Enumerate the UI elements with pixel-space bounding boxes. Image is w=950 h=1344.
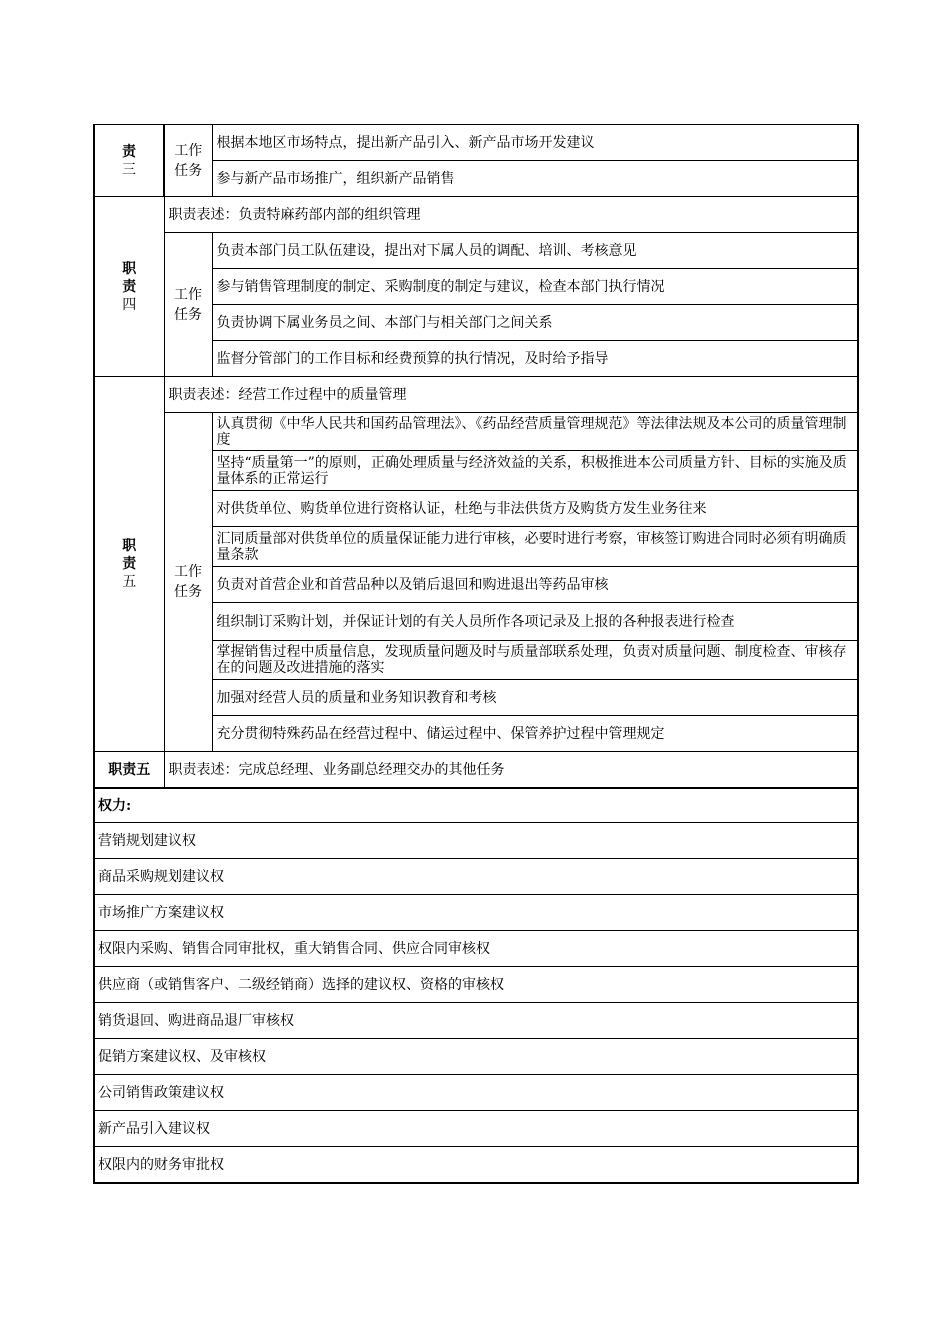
duty5b-statement: 职责表述：完成总经理、业务副总经理交办的其他任务	[164, 752, 858, 789]
duty4-label-line: 责	[122, 278, 137, 295]
power-item: 供应商（或销售客户、二级经销商）选择的建议权、资格的审核权	[94, 967, 858, 1003]
powers-heading: 权力:	[94, 788, 858, 823]
duty5b-label: 职责五	[94, 752, 164, 789]
duty3-label	[94, 125, 164, 197]
duty3-task: 根据本地区市场特点，提出新产品引入、新产品市场开发建议	[212, 125, 858, 161]
duty5-task: 组织制订采购计划，并保证计划的有关人员所作各项记录及上报的各种报表进行检查	[212, 603, 858, 641]
power-item: 权限内采购、销售合同审批权，重大销售合同、供应合同审核权	[94, 931, 858, 967]
duty5-task: 对供货单位、购货单位进行资格认证，杜绝与非法供货方及购货方发生业务往来	[212, 491, 858, 527]
power-item: 公司销售政策建议权	[94, 1075, 858, 1111]
duty4-task-label	[164, 233, 212, 377]
power-item: 新产品引入建议权	[94, 1111, 858, 1147]
duty5-task: 加强对经营人员的质量和业务知识教育和考核	[212, 680, 858, 716]
duty4-statement: 职责表述：负责特麻药部内部的组织管理	[164, 197, 858, 233]
power-item: 权限内的财务审批权	[94, 1147, 858, 1184]
duty5-task: 负责对首营企业和首营品种以及销后退回和购进退出等药品审核	[212, 567, 858, 603]
task-label-line: 任务	[174, 306, 202, 323]
task-label-line: 工作	[174, 564, 202, 580]
power-item: 营销规划建议权	[94, 823, 858, 859]
duty3-label-line: 责	[122, 143, 136, 160]
duty4-label-line: 职	[122, 260, 137, 277]
duty4-task: 负责协调下属业务员之间、本部门与相关部门之间关系	[212, 305, 858, 341]
duty4-task: 参与销售管理制度的制定、采购制度的制定与建议，检查本部门执行情况	[212, 269, 858, 305]
duty3-task-label	[164, 125, 212, 197]
duty4-task: 监督分管部门的工作目标和经费预算的执行情况，及时给予指导	[212, 341, 858, 377]
power-item: 销货退回、购进商品退厂审核权	[94, 1003, 858, 1039]
task-label-line: 任务	[174, 162, 203, 179]
power-item: 促销方案建议权、及审核权	[94, 1039, 858, 1075]
duty4-label-line: 四	[122, 296, 137, 313]
duty3-task: 参与新产品市场推广，组织新产品销售	[212, 161, 858, 197]
power-item: 商品采购规划建议权	[94, 859, 858, 895]
duty-table	[93, 124, 859, 1184]
duty5-statement: 职责表述：经营工作过程中的质量管理	[164, 377, 858, 413]
duty5-task-label	[164, 413, 212, 752]
duty5-label-line: 职	[122, 538, 137, 554]
power-item: 市场推广方案建议权	[94, 895, 858, 931]
duty4-task: 负责本部门员工队伍建设，提出对下属人员的调配、培训、考核意见	[212, 233, 858, 269]
task-label-line: 任务	[174, 584, 202, 600]
duty4-label	[94, 197, 164, 377]
duty5-label	[94, 377, 164, 752]
task-label-line: 工作	[174, 142, 203, 159]
duty5-task: 坚持“质量第一”的原则，正确处理质量与经济效益的关系，积极推进本公司质量方针、目标的实施及质量体系的正常运行	[212, 451, 858, 491]
task-label-line: 工作	[174, 286, 202, 303]
duty5-label-line: 五	[122, 574, 137, 590]
duty5-label-line: 责	[122, 556, 137, 572]
duty5-task: 充分贯彻特殊药品在经营过程中、储运过程中、保管养护过程中管理规定	[212, 716, 858, 752]
duty5-task: 认真贯彻《中华人民共和国药品管理法》、《药品经营质量管理规范》等法律法规及本公司的质量管理制度	[212, 413, 858, 451]
duty5-task: 汇同质量部对供货单位的质量保证能力进行审核，必要时进行考察，审核签订购进合同时必须有明确质量条款	[212, 527, 858, 567]
duty5-task: 掌握销售过程中质量信息，发现质量问题及时与质量部联系处理，负责对质量问题、制度检查、审核存在的问题及改进措施的落实	[212, 641, 858, 680]
duty3-label-line: 三	[122, 161, 136, 178]
